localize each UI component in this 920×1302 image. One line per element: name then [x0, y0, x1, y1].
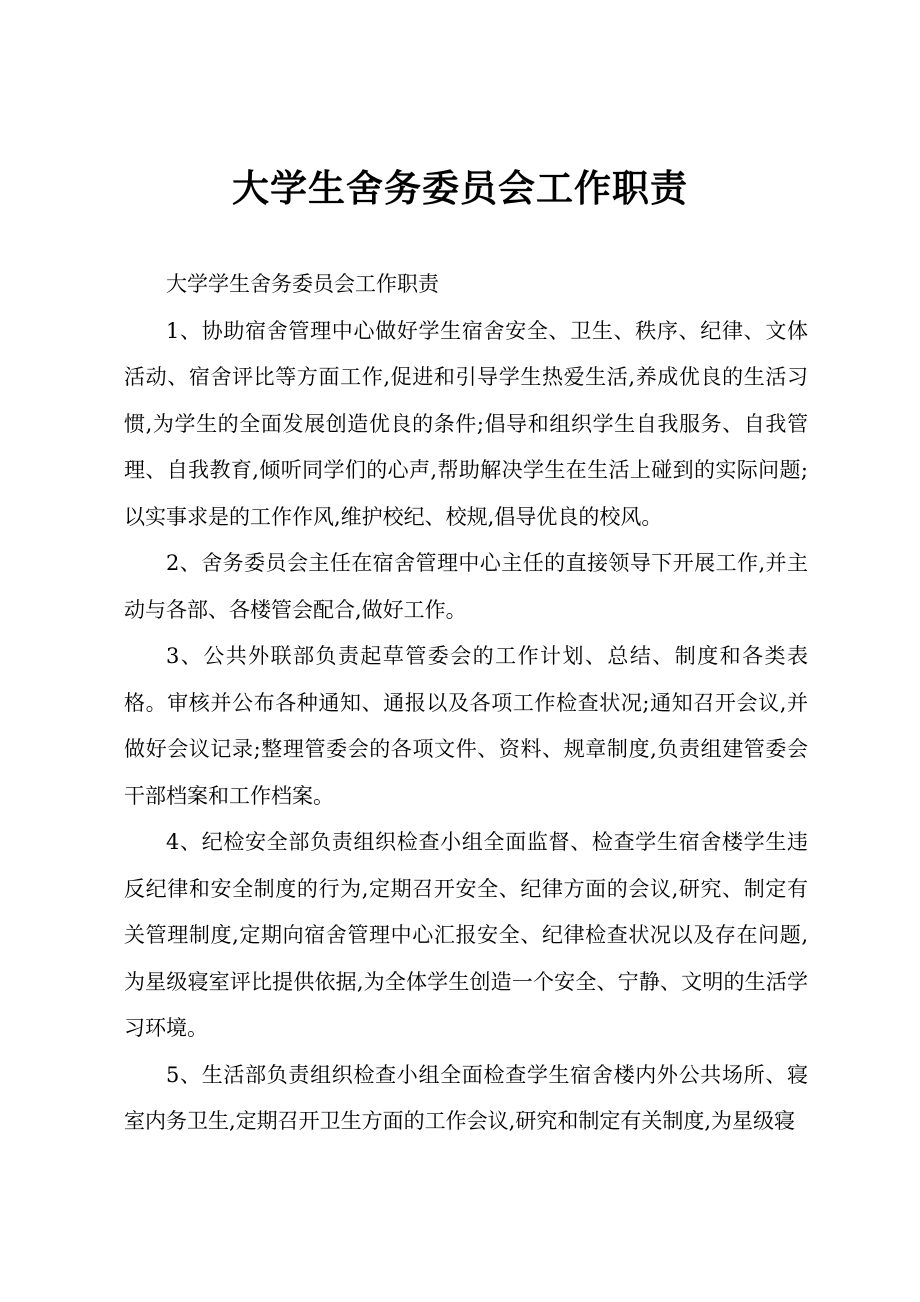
- paragraph-2: 2、舍务委员会主任在宿舍管理中心主任的直接领导下开展工作,并主动与各部、各楼管会配合,做好工作。: [124, 551, 808, 622]
- paragraph-5: 5、生活部负责组织检查小组全面检查学生宿舍楼内外公共场所、寝室内务卫生,定期召开卫生方面的工作会议,研究和制定有关制度,为星级寝: [124, 1062, 808, 1133]
- document-body: [124, 261, 808, 1145]
- paragraph-4: 4、纪检安全部负责组织检查小组全面监督、检查学生宿舍楼学生违反纪律和安全制度的行为,定期召开安全、纪律方面的会议,研究、制定有关管理制度,定期向宿舍管理中心汇报安全、纪律检查状况以及存在问题,为星级寝室评比提供依据,为全体学生创造一个安全、宁静、文明的生活学习环境。: [124, 830, 808, 1040]
- document-title: 大学生舍务委员会工作职责: [232, 166, 688, 210]
- document-subtitle: 大学学生舍务委员会工作职责: [166, 272, 439, 296]
- paragraph-1: 1、协助宿舍管理中心做好学生宿舍安全、卫生、秩序、纪律、文体活动、宿舍评比等方面工作,促进和引导学生热爱生活,养成优良的生活习惯,为学生的全面发展创造优良的条件;倡导和组织学生自我服务、自我管理、自我教育,倾听同学们的心声,帮助解决学生在生活上碰到的实际问题;以实事求是的工作作风,维护校纪、校规,倡导优良的校风。: [124, 318, 808, 529]
- paragraph-3: 3、公共外联部负责起草管委会的工作计划、总结、制度和各类表格。审核并公布各种通知、通报以及各项工作检查状况;通知召开会议,并做好会议记录;整理管委会的各项文件、资料、规章制度,负责组建管委会干部档案和工作档案。: [124, 644, 808, 808]
